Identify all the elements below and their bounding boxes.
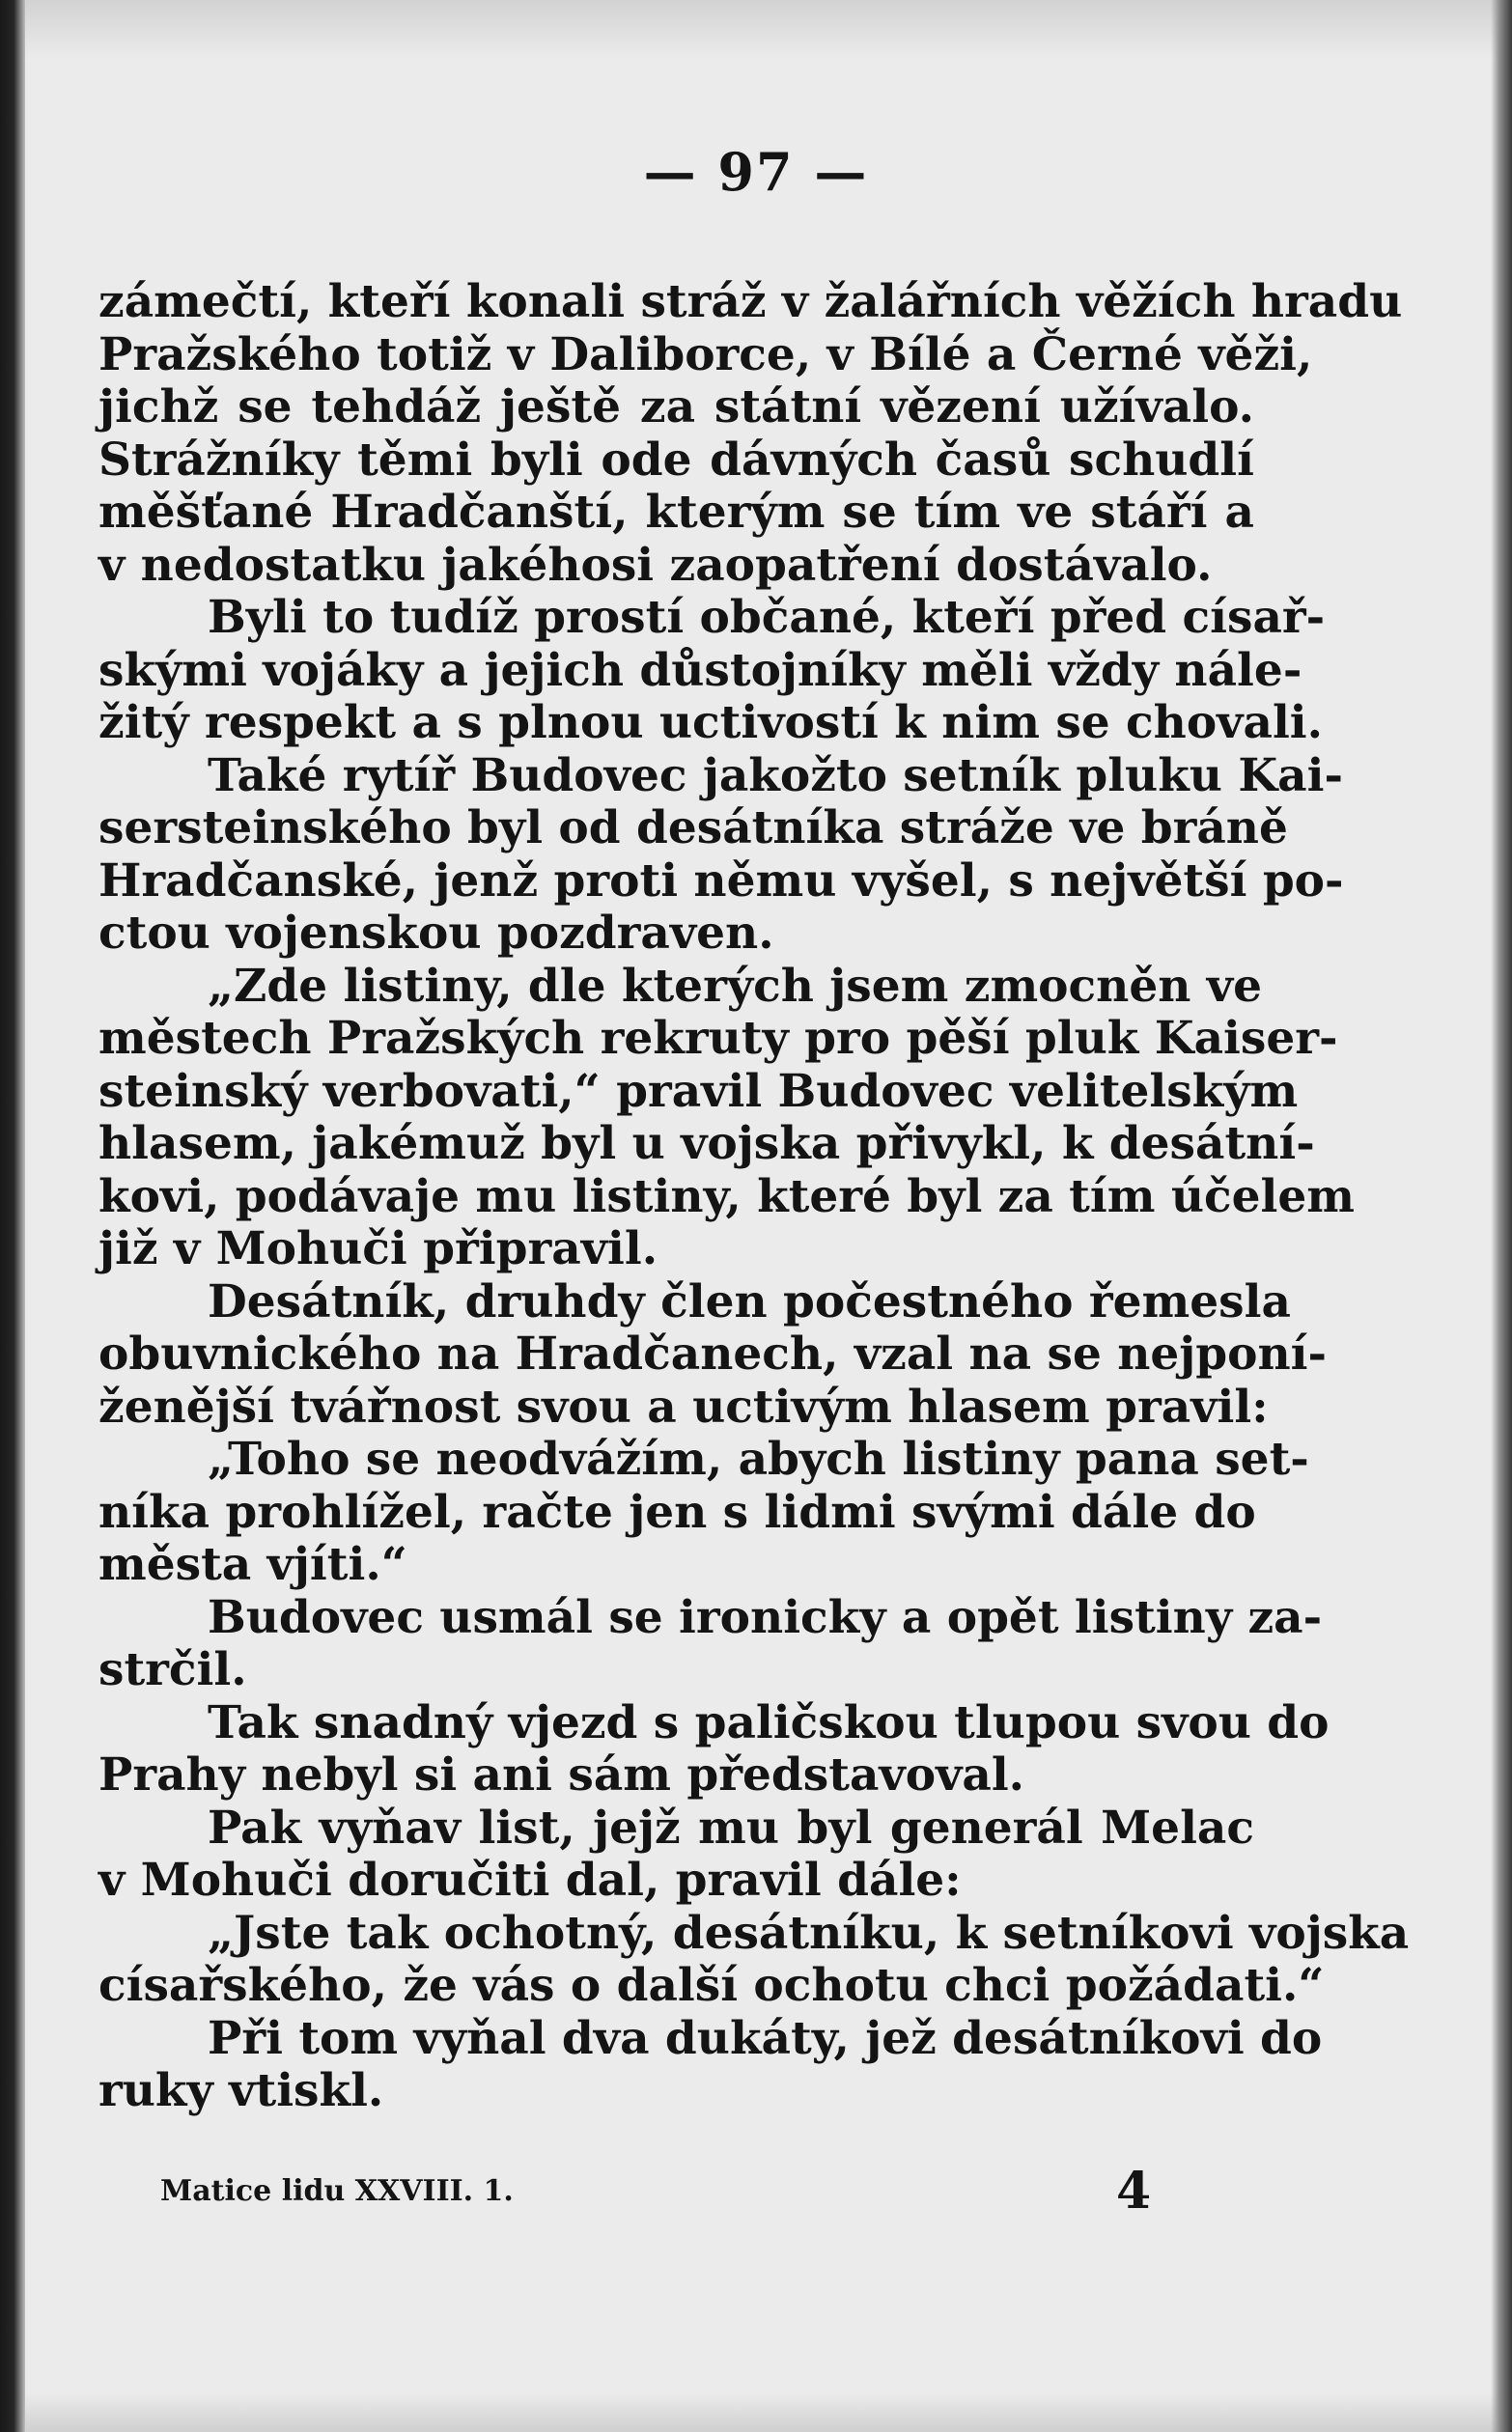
printer-signature: Matice lidu XXVIII. 1. — [160, 2174, 514, 2208]
text-line: kovi, podávaje mu listiny, které byl za tím účelem — [98, 1169, 1356, 1223]
text-line: v Mohuči doručiti dal, pravil dále: — [98, 1854, 962, 1907]
text-line: jichž se tehdáž ještě za státní vězení užívalo. — [98, 380, 1254, 433]
page-outer-edge — [1491, 0, 1512, 2432]
text-line: Pražského totiž v Daliborce, v Bílé a Černé věži, — [98, 327, 1313, 381]
paragraph-start-line: Budovec usmál se ironicky a opět listiny za- — [208, 1590, 1323, 1644]
paragraph-start-line: Při tom vyňal dva dukáty, jež desátníkovi do — [208, 2011, 1323, 2065]
paragraph-start-line: Byli to tudíž prostí občané, kteří před císař- — [208, 591, 1326, 644]
text-line: níka prohlížel, račte jen s lidmi svými dále do — [98, 1485, 1256, 1539]
paragraph-start-line: Desátník, druhdy člen počestného řemesla — [208, 1274, 1291, 1328]
text-line: Prahy nebyl si ani sám představoval. — [98, 1748, 1025, 1802]
text-line: v nedostatku jakéhosi zaopatření dostávalo. — [98, 538, 1213, 592]
text-line: měšťané Hradčanští, kterým se tím ve stáří a — [98, 486, 1254, 539]
text-line: ženější tvářnost svou a uctivým hlasem pravil: — [98, 1380, 1269, 1434]
text-line: ruky vtiskl. — [98, 2064, 384, 2117]
paragraph-start-line: Také rytíř Budovec jakožto setník pluku Kai- — [208, 748, 1343, 802]
text-line: sersteinského byl od desátníka stráže ve bráně — [98, 801, 1288, 854]
text-line: obuvnického na Hradčanech, vzal na se nejponí- — [98, 1328, 1328, 1381]
paragraph-start-line: „Zde listiny, dle kterých jsem zmocněn ve — [208, 959, 1262, 1013]
page-bottom-shadow — [0, 2393, 1512, 2432]
paragraph-start-line: „Jste tak ochotný, desátníku, k setníkovi vojska — [208, 1906, 1410, 1960]
text-line: městech Pražských rekruty pro pěší pluk Kaiser- — [98, 1012, 1338, 1065]
paragraph-start-line: Tak snadný vjezd s paličskou tlupou svou do — [208, 1695, 1330, 1749]
text-line: zámečtí, kteří konali stráž v žalářních věžích hradu — [98, 275, 1403, 328]
text-line: již v Mohuči připravil. — [98, 1222, 658, 1275]
text-line: ctou vojenskou pozdraven. — [98, 907, 774, 960]
sheet-number: 4 — [1116, 2162, 1152, 2221]
body-text — [98, 275, 1410, 2118]
text-line: Strážníky těmi byli ode dávných časů schudlí — [98, 433, 1254, 487]
text-line: města vjíti.“ — [98, 1538, 407, 1591]
page-top-shadow — [0, 0, 1512, 58]
text-line: skými vojáky a jejich důstojníky měli vždy nále- — [98, 643, 1302, 697]
text-line: žitý respekt a s plnou uctivostí k nim se chovali. — [98, 696, 1324, 749]
page-binding-edge — [0, 0, 25, 2432]
page-number: — 97 — — [643, 141, 869, 203]
text-line: císařského, že vás o další ochotu chci požádati.“ — [98, 1959, 1325, 2012]
paragraph-start-line: Pak vyňav list, jejž mu byl generál Melac — [208, 1801, 1254, 1855]
text-line: steinský verbovati,“ pravil Budovec velitelským — [98, 1064, 1299, 1118]
text-line: strčil. — [98, 1643, 247, 1696]
paragraph-start-line: „Toho se neodvážím, abych listiny pana set- — [208, 1433, 1309, 1486]
text-line: Hradčanské, jenž proti němu vyšel, s největší po- — [98, 853, 1344, 908]
text-line: hlasem, jakémuž byl u vojska přivykl, k desátní- — [98, 1117, 1315, 1170]
